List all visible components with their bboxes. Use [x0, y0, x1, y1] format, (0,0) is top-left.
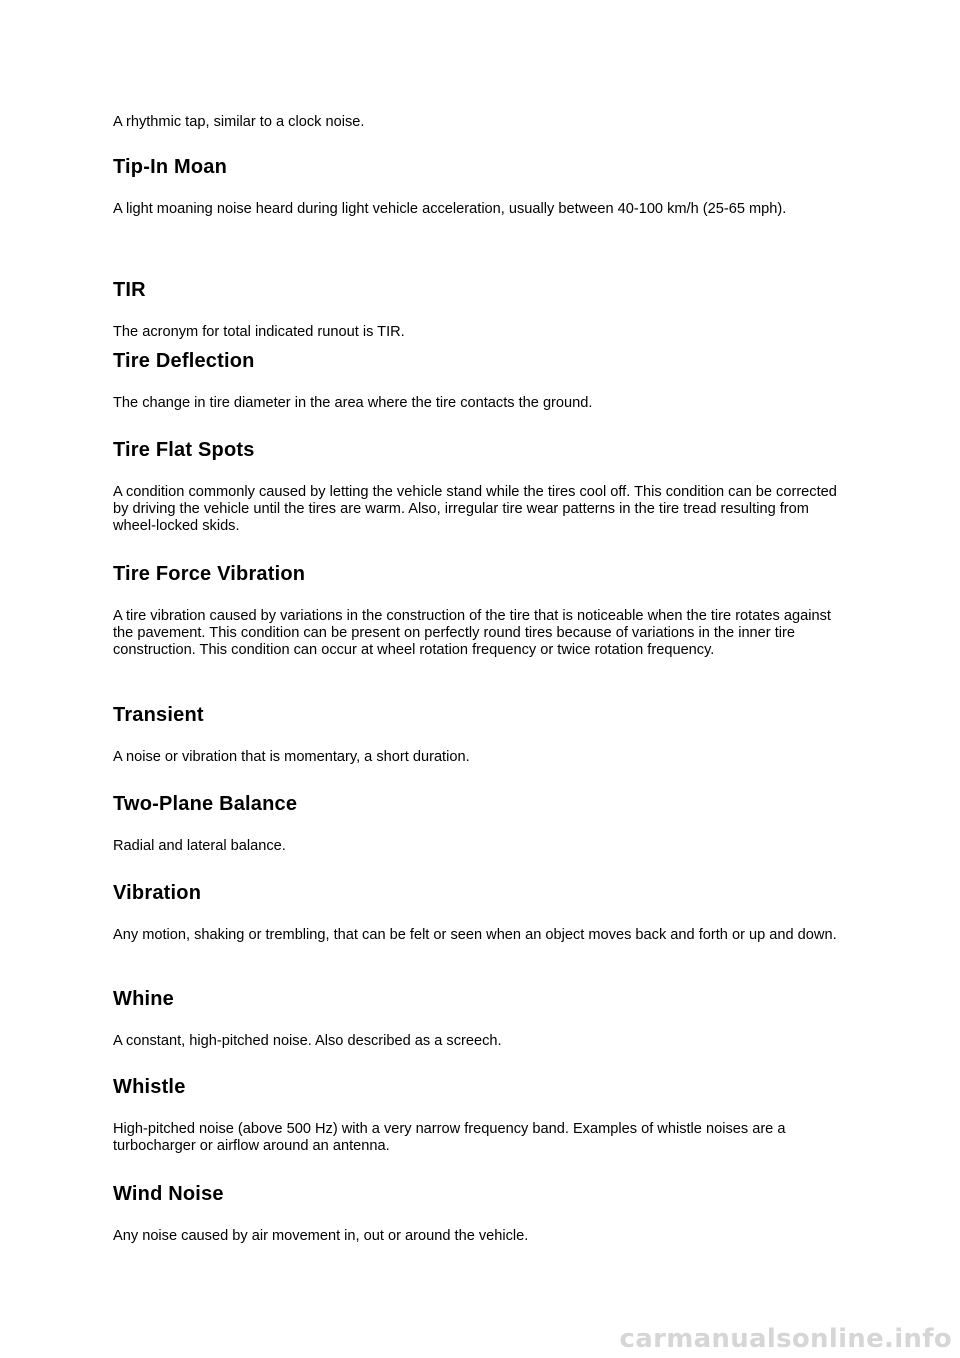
- entry-definition: A noise or vibration that is momentary, a short duration.: [113, 749, 470, 765]
- entry-term: Tip-In Moan: [113, 156, 228, 178]
- intro-text: A rhythmic tap, similar to a clock noise.: [113, 114, 365, 130]
- glossary-entry: [113, 1075, 853, 1155]
- entry-term: Whine: [113, 988, 174, 1010]
- entry-definition: The change in tire diameter in the area where the tire contacts the ground.: [113, 395, 593, 411]
- entry-term: TIR: [113, 279, 146, 301]
- glossary-entry: [113, 349, 853, 412]
- entry-definition: Any motion, shaking or trembling, that can be felt or seen when an object moves back and forth or up and down.: [113, 927, 837, 943]
- entry-term: Tire Deflection: [113, 350, 255, 372]
- glossary-entry: [113, 1182, 853, 1245]
- entry-term: Whistle: [113, 1076, 186, 1098]
- glossary-entry: [113, 278, 853, 341]
- glossary-entry: [113, 155, 853, 218]
- glossary-entry: [113, 703, 853, 766]
- entry-definition: A constant, high-pitched noise. Also described as a screech.: [113, 1033, 502, 1049]
- entry-definition: A light moaning noise heard during light vehicle acceleration, usually between 40-100 km/h (25-65 mph).: [113, 201, 787, 217]
- entry-definition: A tire vibration caused by variations in the construction of the tire that is noticeable when the tire rotates against the pavement. This condition can be present on perfectly round tires because of variations in the inner tire construction. This condition can occur at wheel rotation frequency or twice rotation frequency.: [113, 608, 831, 658]
- entry-term: Two-Plane Balance: [113, 793, 298, 815]
- entry-definition: A condition commonly caused by letting the vehicle stand while the tires cool off. This condition can be corrected by driving the vehicle until the tires are warm. Also, irregular tire wear patterns in the tire tread resulting from wheel-locked skids.: [113, 484, 837, 534]
- entry-term: Vibration: [113, 882, 202, 904]
- glossary-entry: [113, 987, 853, 1050]
- glossary-entry: [113, 792, 853, 855]
- entry-term: Tire Force Vibration: [113, 563, 306, 585]
- entry-definition: Any noise caused by air movement in, out or around the vehicle.: [113, 1228, 529, 1244]
- entry-term: Transient: [113, 704, 204, 726]
- entry-definition: Radial and lateral balance.: [113, 838, 286, 854]
- site-watermark: carmanualsonline.info: [619, 1324, 952, 1354]
- glossary-entry: [113, 881, 853, 944]
- entry-definition: High-pitched noise (above 500 Hz) with a very narrow frequency band. Examples of whistle noises are a turbocharger or airflow around an antenna.: [113, 1121, 786, 1154]
- glossary-entry: [113, 562, 853, 659]
- entry-term: Wind Noise: [113, 1183, 224, 1205]
- glossary-entry: [113, 438, 853, 535]
- entry-term: Tire Flat Spots: [113, 439, 255, 461]
- entry-definition: The acronym for total indicated runout is TIR.: [113, 324, 405, 340]
